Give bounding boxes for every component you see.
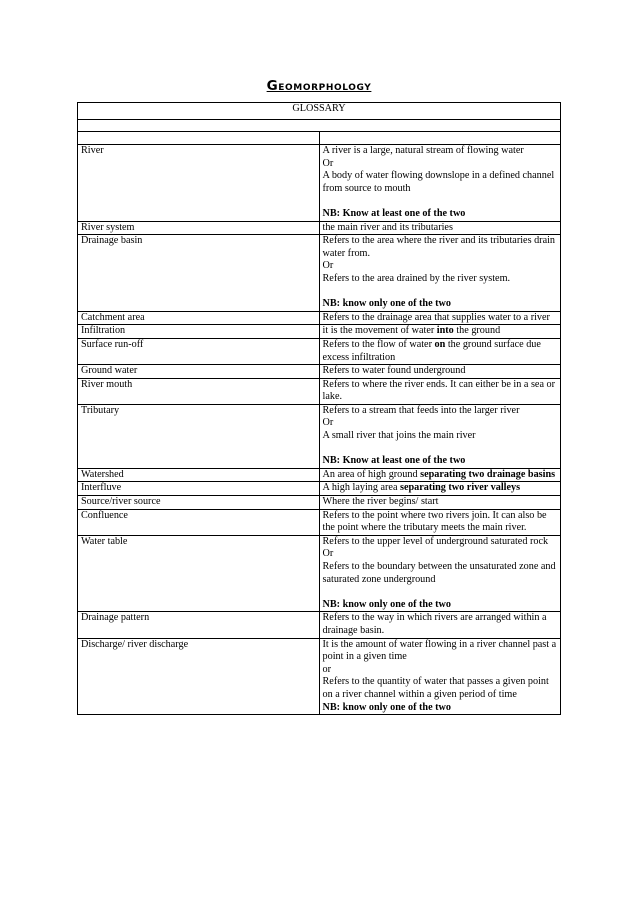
page-title: Geomorphology xyxy=(266,78,372,94)
definition-cell xyxy=(319,235,561,312)
term-cell: Discharge/ river discharge xyxy=(78,638,320,715)
definition-cell xyxy=(319,338,561,364)
table-row xyxy=(78,378,561,404)
definition-line: Refers to the point where two rivers join. It can also be the point where the tributary meets the main river. xyxy=(322,509,547,534)
definition-line: Refers to the area drained by the river system. xyxy=(322,272,511,284)
definition-line: Refers to a stream that feeds into the larger river xyxy=(322,404,520,416)
table-row xyxy=(78,365,561,379)
glossary-header: GLOSSARY xyxy=(78,103,561,120)
empty-row xyxy=(78,120,561,132)
definition-emphasis: into xyxy=(436,325,454,337)
empty-cell xyxy=(78,132,320,145)
definition-cell xyxy=(319,378,561,404)
definition-cell xyxy=(319,404,561,468)
term-cell: Catchment area xyxy=(78,311,320,325)
table-row xyxy=(78,482,561,496)
definition-line: Refers to the drainage area that supplies water to a river xyxy=(322,311,550,323)
definition-emphasis: separating two drainage basins xyxy=(420,468,556,480)
glossary-table xyxy=(77,102,561,715)
term-cell: River mouth xyxy=(78,378,320,404)
table-row xyxy=(78,338,561,364)
definition-line: Refers to the way in which rivers are arranged within a drainage basin. xyxy=(322,612,547,636)
definition-cell xyxy=(319,145,561,222)
definition-cell xyxy=(319,509,561,535)
definition-line: Refers to the quantity of water that passes a given point on a river channel within a given period of time xyxy=(322,676,549,700)
term-cell: Ground water xyxy=(78,365,320,379)
term-cell: Drainage pattern xyxy=(78,612,320,638)
definition-line: Where the river begins/ start xyxy=(322,496,439,508)
table-row xyxy=(78,496,561,510)
term-cell: Watershed xyxy=(78,468,320,482)
term-cell: Infiltration xyxy=(78,325,320,339)
term-cell: Confluence xyxy=(78,509,320,535)
definition-cell xyxy=(319,612,561,638)
nb-note: NB: know only one of the two xyxy=(322,298,451,310)
definition-cell xyxy=(319,311,561,325)
table-row xyxy=(78,535,561,612)
definition-text: it is the movement of water xyxy=(322,325,437,337)
term-cell: Interfluve xyxy=(78,482,320,496)
definition-line: Refers to the upper level of underground saturated rock xyxy=(322,535,549,547)
table-row xyxy=(78,468,561,482)
definition-line: It is the amount of water flowing in a river channel past a point in a given time xyxy=(322,638,557,663)
table-row xyxy=(78,509,561,535)
nb-note: NB: know only one of the two xyxy=(322,701,451,713)
table-row xyxy=(78,325,561,339)
definition-cell xyxy=(319,325,561,339)
definition-emphasis: separating two river valleys xyxy=(400,482,521,494)
definition-cell xyxy=(319,535,561,612)
definition-cell xyxy=(319,468,561,482)
term-cell: River xyxy=(78,145,320,222)
definition-line: A body of water flowing downslope in a defined channel from source to mouth xyxy=(322,170,555,194)
definition-text: Refers to the flow of water xyxy=(322,338,435,350)
definition-emphasis: on xyxy=(434,338,446,350)
term-cell: Drainage basin xyxy=(78,235,320,312)
empty-cell xyxy=(319,132,561,145)
definition-line: Refers to the boundary between the unsaturated zone and saturated zone underground xyxy=(322,561,556,585)
nb-text: : Know at least one of the two xyxy=(336,455,466,467)
definition-text: the ground surface due excess infiltration xyxy=(322,338,541,363)
table-row xyxy=(78,404,561,468)
definition-cell xyxy=(319,221,561,235)
definition-cell xyxy=(319,638,561,715)
term-cell: River system xyxy=(78,221,320,235)
table-row xyxy=(78,638,561,715)
definition-text: An area of high ground xyxy=(322,468,421,480)
definition-line: Or xyxy=(322,157,334,169)
term-cell: Tributary xyxy=(78,404,320,468)
definition-line: A river is a large, natural stream of flowing water xyxy=(322,145,524,156)
definition-line: Refers to water found underground xyxy=(322,365,466,377)
definition-line: A small river that joins the main river xyxy=(322,430,476,442)
definition-text: A high laying area xyxy=(322,482,401,494)
table-row xyxy=(78,145,561,222)
definition-cell xyxy=(319,365,561,379)
nb-note: NB: Know at least one of the two xyxy=(322,207,466,219)
definition-line: Refers to the area where the river and its tributaries drain water from. xyxy=(322,235,556,259)
definition-line: or xyxy=(322,663,331,675)
term-cell: Water table xyxy=(78,535,320,612)
nb-note xyxy=(323,455,558,468)
definition-line: Or xyxy=(322,548,334,560)
table-row xyxy=(78,612,561,638)
table-row xyxy=(78,311,561,325)
table-row xyxy=(78,221,561,235)
definition-line: Or xyxy=(322,260,334,272)
definition-cell xyxy=(319,496,561,510)
definition-line: Or xyxy=(322,417,334,429)
term-cell: Surface run-off xyxy=(78,338,320,364)
table-row xyxy=(78,235,561,312)
nb-label: NB xyxy=(322,455,337,467)
definition-line: Refers to where the river ends. It can either be in a sea or lake. xyxy=(322,378,556,403)
definition-cell xyxy=(319,482,561,496)
nb-note: NB: know only one of the two xyxy=(322,598,451,610)
definition-line: the main river and its tributaries xyxy=(322,221,453,233)
term-cell: Source/river source xyxy=(78,496,320,510)
definition-text: the ground xyxy=(453,325,501,337)
